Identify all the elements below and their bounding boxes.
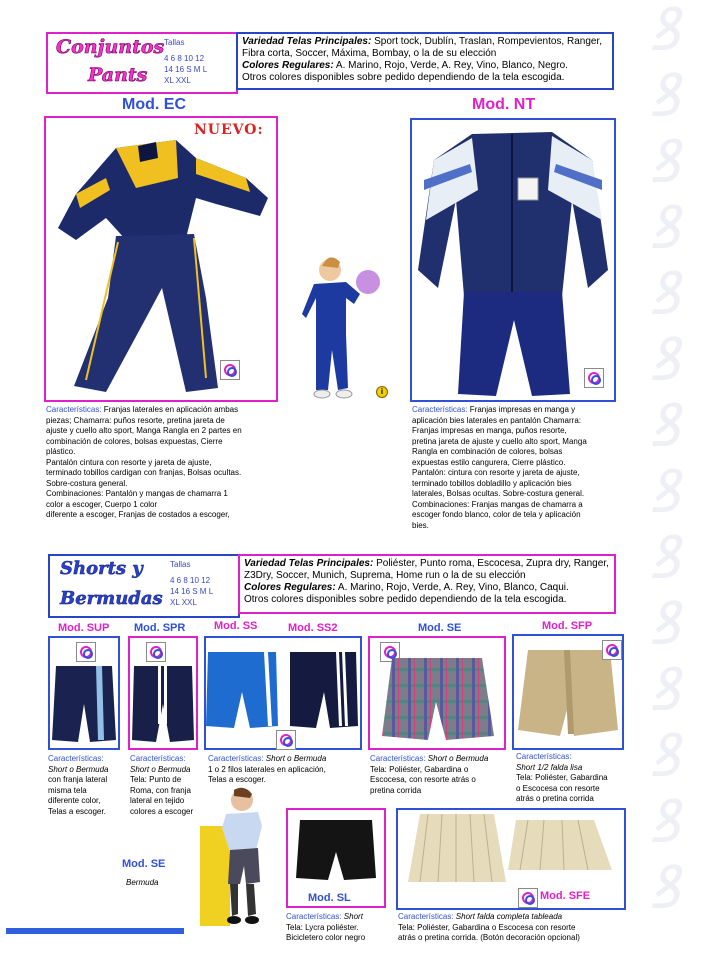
- section1-title-line1: Conjuntos: [56, 36, 165, 58]
- footer-accent-bar: [6, 928, 184, 934]
- brand-logo-icon: [602, 640, 622, 660]
- mod-nt-title: Mod. NT: [472, 96, 536, 113]
- desc-line: plástico.: [46, 447, 76, 456]
- desc-line: Pantalón: cintura con resorte y jareta de ajuste,: [412, 468, 580, 477]
- short-sup-image: [50, 664, 118, 744]
- desc-line: Tela: Poliéster, Gabardina o Escocesa con resorte: [398, 922, 576, 932]
- desc-line: Short o Bermuda: [263, 754, 327, 763]
- nuevo-label: NUEVO:: [194, 122, 264, 138]
- desc-line: piezas; Chamarra: puños resorte, pretina jareta de: [46, 415, 225, 425]
- telas-text: Sport tock, Dublín, Traslan, Rompevientos, Ranger, Fibra corta, Soccer, Máxima, Bombay, o la de su elección: [242, 36, 602, 59]
- section2-otros: Otros colores disponibles sobre pedido dependiendo de la tela escogida.: [244, 594, 567, 605]
- desc-line: Telas a escoger.: [48, 806, 106, 816]
- mod-se-bermuda-sub: Bermuda: [126, 878, 159, 887]
- mod-ss-description: [208, 754, 368, 786]
- desc-label: Características:: [208, 754, 264, 763]
- desc-line: atrás o pretina corrida. (Botón decoración opcional): [398, 933, 580, 942]
- brand-logo-icon: [146, 642, 166, 662]
- short-sl-image: [288, 814, 384, 884]
- desc-line: Franjas laterales en aplicación ambas: [101, 405, 239, 414]
- colores-text: A. Marino, Rojo, Verde, A. Rey, Vino, Blanco, Negro.: [333, 60, 568, 71]
- mod-ec-title: Mod. EC: [122, 96, 186, 113]
- mod-sfe-description: [398, 912, 638, 944]
- brand-logo-icon: [76, 642, 96, 662]
- desc-line: Short: [341, 912, 363, 921]
- section1-tallas-row1: 4 6 8 10 12: [164, 54, 205, 63]
- mod-nt-description: [412, 405, 632, 531]
- telas-label: Variedad Telas Principales:: [242, 36, 372, 47]
- watermark-pattern: ꝸ ꝸ ꝸ ꝸ ꝸ ꝸ ꝸ ꝸ ꝸ ꝸ ꝸ ꝸ ꝸ ꝸ: [648, 0, 680, 923]
- section2-tallas-row3: XL XXL: [170, 598, 197, 607]
- colores-text: A. Marino, Rojo, Verde, A. Rey, Vino, Blanco, Caqui.: [335, 582, 569, 593]
- short-ss-image: [206, 642, 360, 742]
- colores-label: Colores Regulares:: [242, 60, 334, 71]
- desc-label: Características:: [48, 754, 104, 763]
- section2-title-box: [48, 554, 240, 618]
- colores-label: Colores Regulares:: [244, 582, 336, 593]
- mod-spr-title: Mod. SPR: [134, 622, 186, 634]
- section2-tallas-row2: 14 16 S M L: [170, 587, 214, 596]
- mod-sfe-title: Mod. SFE: [540, 890, 591, 902]
- desc-label: Características:: [286, 912, 342, 921]
- desc-line: aplicación bies laterales en pantalón Chamarra:: [412, 415, 581, 425]
- mod-sl-title: Mod. SL: [308, 892, 351, 904]
- desc-line: pretina corrida: [370, 785, 422, 795]
- desc-line: Short o Bermuda: [425, 754, 489, 763]
- desc-line: Telas a escoger.: [208, 775, 266, 784]
- desc-label: Características:: [370, 754, 426, 763]
- desc-line: pretina jareta de ajuste y cuello alto sport, Manga: [412, 436, 587, 446]
- short-se-plaid-image: [370, 646, 504, 746]
- mod-ss-frame: [204, 636, 362, 750]
- mod-ec-frame: [44, 116, 278, 402]
- mod-sl-frame: [286, 808, 386, 908]
- mod-ec-description: [46, 405, 286, 521]
- desc-line: Tela: Lycra poliéster.: [286, 922, 359, 932]
- section2-telas: [244, 558, 610, 582]
- desc-line: Sobre-costura general.: [46, 478, 128, 488]
- mod-nt-frame: [410, 118, 616, 402]
- short-spr-image: [130, 664, 196, 744]
- desc-line: o Escocesa con resorte: [516, 783, 600, 793]
- mod-sfp-frame: [512, 634, 624, 750]
- section2-tallas-row1: 4 6 8 10 12: [170, 576, 211, 585]
- section1-tallas-label: Tallas: [164, 38, 185, 47]
- mod-ec-desc-label: Características:: [46, 405, 102, 414]
- desc-line: lateral en tejido: [130, 796, 185, 805]
- desc-line: Tela: Poliéster, Gabardina: [516, 773, 608, 782]
- telas-text: Poliéster, Punto roma, Escocesa, Zupra dry, Ranger, Z3Dry, Soccer, Munich, Suprema, Home run o la de su elección: [244, 558, 609, 581]
- info-icon[interactable]: i: [376, 386, 388, 398]
- section1-title-line2: Pants: [88, 64, 148, 86]
- desc-line: Tela: Punto de: [130, 775, 182, 784]
- mod-sfe-frame: [396, 808, 626, 910]
- tracksuit-ec-image: [46, 118, 276, 400]
- desc-line: Rangla en combinación de colores, bolsas: [412, 447, 563, 456]
- desc-line: Short falda completa tableada: [453, 912, 563, 921]
- section1-title-box: [46, 32, 238, 94]
- desc-line: colores a escoger: [130, 806, 194, 816]
- desc-line: Short o Bermuda: [130, 764, 191, 774]
- mod-sup-frame: [48, 636, 120, 750]
- desc-line: Roma, con franja: [130, 785, 191, 795]
- desc-line: 1 o 2 filos laterales en aplicación,: [208, 764, 326, 774]
- section1-tallas-row2: 14 16 S M L: [164, 65, 208, 74]
- mod-se-title: Mod. SE: [418, 622, 462, 634]
- mod-spr-description: [130, 754, 210, 817]
- desc-line: bies.: [412, 520, 429, 530]
- child-with-ball-image: [300, 254, 380, 404]
- section2-title-line2: Bermudas: [60, 588, 163, 609]
- telas-label: Variedad Telas Principales:: [244, 558, 374, 569]
- desc-line: combinación de colores, bolsas expuestas, Cierre: [46, 436, 223, 446]
- desc-label: Características:: [516, 752, 572, 761]
- desc-label: Características:: [130, 754, 186, 763]
- desc-line: misma tela: [48, 785, 87, 795]
- mod-sup-description: [48, 754, 128, 817]
- desc-line: expuestas estilo cangurera, Cierre plástico.: [412, 457, 566, 467]
- desc-line: color a escoger, Cuerpo 1 color: [46, 499, 158, 509]
- mod-se-description: [370, 754, 520, 796]
- mod-se-bermuda-title: Mod. SE: [122, 858, 166, 870]
- mod-sfp-description: [516, 752, 636, 805]
- desc-label: Características:: [398, 912, 454, 921]
- desc-line: Short 1/2 falda lisa: [516, 762, 583, 772]
- desc-line: Short o Bermuda: [48, 764, 109, 774]
- mod-nt-desc-label: Características:: [412, 405, 468, 414]
- desc-line: laterales, Bolsas ocultas. Sobre-costura general.: [412, 489, 585, 498]
- desc-line: Combinaciones: Pantalón y mangas de chamarra 1: [46, 489, 228, 498]
- section2-title-line1: Shorts y: [60, 558, 143, 579]
- section2-colores: [244, 582, 610, 594]
- brand-logo-icon: [220, 360, 240, 380]
- desc-line: Tela: Poliéster, Gabardina o: [370, 764, 469, 774]
- mod-spr-frame: [128, 636, 198, 750]
- mod-se-frame: [368, 636, 506, 750]
- mod-sfp-title: Mod. SFP: [542, 620, 593, 632]
- section1-tallas-row3: XL XXL: [164, 76, 191, 85]
- desc-line: ajuste y cuello alto sport, Manga Rangla en 2 partes en: [46, 426, 242, 435]
- desc-line: con franja lateral: [48, 775, 108, 784]
- desc-line: escoger fondo blanco, color de tela y aplicación: [412, 510, 581, 519]
- desc-line: Combinaciones: Franjas mangas de chamarra a: [412, 499, 583, 509]
- desc-line: Pantalón cintura con resorte y jareta de ajuste,: [46, 457, 212, 467]
- section2-tallas-label: Tallas: [170, 560, 191, 569]
- section1-otros: Otros colores disponibles sobre pedido dependiendo de la tela escogida.: [242, 72, 565, 83]
- mod-sl-description: [286, 912, 396, 944]
- tracksuit-nt-image: [412, 120, 614, 400]
- desc-line: Escocesa, con resorte atrás o: [370, 775, 476, 784]
- brand-logo-icon: [518, 888, 538, 908]
- mod-ss-title: Mod. SS: [214, 620, 258, 632]
- desc-line: terminado tobillos cardigan con franjas, Bolsas ocultas.: [46, 468, 242, 477]
- section2-info-box: [238, 554, 616, 614]
- desc-line: terminado tobillos dobladillo y aplicación bies: [412, 478, 572, 488]
- mod-sup-title: Mod. SUP: [58, 622, 110, 634]
- boy-bermuda-image: [200, 786, 276, 928]
- desc-line: atrás o pretina corrida: [516, 794, 594, 803]
- brand-logo-icon: [276, 730, 296, 750]
- section1-info-box: [236, 32, 614, 90]
- desc-line: diferente color,: [48, 796, 101, 805]
- section1-colores: [242, 60, 608, 72]
- desc-line: Franjas impresas en manga, puños resorte,: [412, 426, 567, 435]
- section1-telas: [242, 36, 608, 60]
- desc-line: diferente a escoger, Franjas de costados a escoger,: [46, 510, 230, 519]
- brand-logo-icon: [584, 368, 604, 388]
- desc-line: Bicicletero color negro: [286, 933, 366, 942]
- mod-ss2-title: Mod. SS2: [288, 622, 338, 634]
- desc-line: Franjas impresas en manga y: [467, 405, 576, 414]
